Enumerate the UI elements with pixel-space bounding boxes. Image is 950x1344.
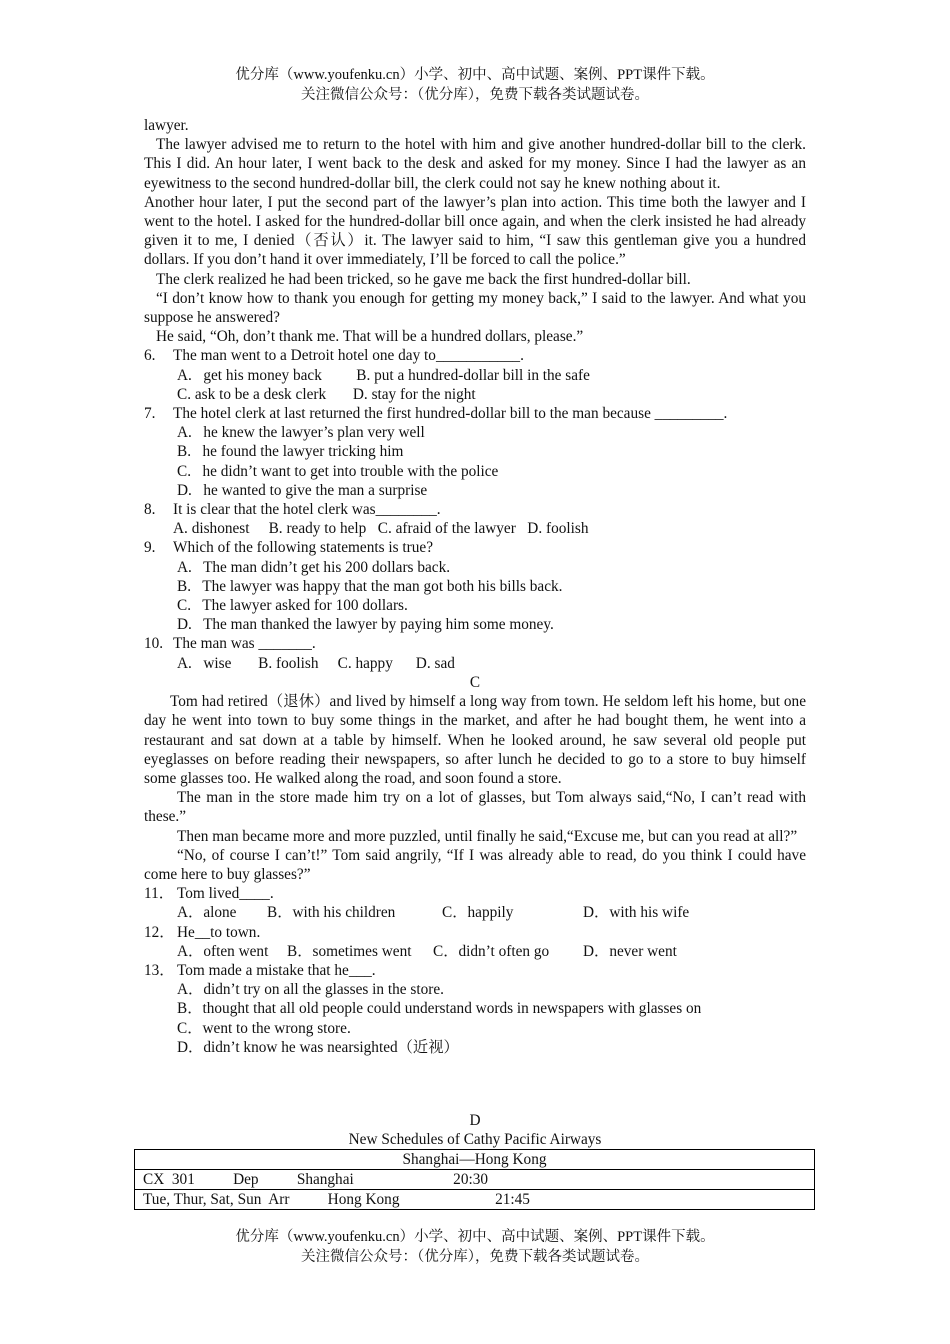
option-row: A. get his money back B. put a hundred-dollar bill in the safe: [177, 366, 590, 384]
page-header: [0, 66, 950, 105]
question-stem: It is clear that the hotel clerk was________.: [173, 501, 441, 519]
route-cell: Shanghai—Hong Kong: [135, 1150, 815, 1170]
option-d: D．didn’t know he was nearsighted（近视）: [177, 1038, 459, 1056]
passage-b-paragraph: The lawyer advised me to return to the hotel with him and give another hundred-dollar bill to the clerk. This I did. An hour later, I went back to the desk and asked for my money. Since I had the lawyer as an eyewitness to the second hundred-dollar bill, the clerk could not say he knew nothing about it.: [144, 136, 806, 192]
footer-line-1: 优分库（www.youfenku.cn）小学、初中、高中试题、案例、PPT课件下载。: [235, 1229, 715, 1245]
question-stem: Which of the following statements is true?: [173, 539, 433, 557]
option-c: C．went to the wrong store.: [177, 1019, 351, 1037]
section-label-c: C: [469, 673, 481, 691]
question-stem: The hotel clerk at last returned the first hundred-dollar bill to the man because _________.: [173, 405, 728, 423]
table-row: [135, 1170, 815, 1190]
schedule-table: [134, 1149, 815, 1210]
table-cell: Tue, Thur, Sat, Sun Arr Hong Kong 21:45: [135, 1190, 815, 1210]
question-6: [144, 346, 806, 365]
option-d: D. he wanted to give the man a surprise: [177, 481, 428, 499]
option-a: A. The man didn’t get his 200 dollars back.: [177, 558, 451, 576]
option-a: A．alone: [177, 904, 237, 922]
passage-b-paragraph: The clerk realized he had been tricked, so he gave me back the first hundred-dollar bill.: [156, 270, 691, 288]
option-d: D．never went: [583, 942, 677, 960]
table-row: [135, 1190, 815, 1210]
option-a: A. he knew the lawyer’s plan very well: [177, 424, 425, 442]
question-10: [144, 634, 806, 653]
option-b: B．sometimes went: [287, 942, 412, 960]
passage-c-paragraph: The man in the store made him try on a lot of glasses, but Tom always said,“No, I can’t read with these.”: [144, 789, 806, 826]
question-stem: Tom lived____.: [177, 885, 274, 903]
option-a: A．often went: [177, 942, 269, 960]
option-b: B. The lawyer was happy that the man got both his bills back.: [177, 577, 563, 595]
question-number: 11．: [144, 885, 175, 903]
option-c: C．happily: [442, 904, 514, 922]
option-row: C. ask to be a desk clerk D. stay for the night: [177, 385, 476, 403]
section-d-heading: [0, 1111, 950, 1149]
option-c: C．didn’t often go: [433, 942, 550, 960]
section-label-d: D: [469, 1112, 481, 1129]
option-row: A. dishonest B. ready to help C. afraid of the lawyer D. foolish: [173, 520, 589, 538]
passage-c-paragraph: “No, of course I can’t!” Tom said angrily, “If I was already able to read, do you think I could have come here to buy glasses?”: [144, 846, 806, 883]
footer-line-2: 关注微信公众号：（优分库），免费下载各类试题试卷。: [301, 1248, 649, 1265]
question-number: 9.: [144, 539, 156, 557]
page-footer: [0, 1228, 950, 1267]
question-8: [144, 500, 806, 519]
question-stem: Tom made a mistake that he___.: [177, 961, 376, 979]
table-row: [135, 1150, 815, 1170]
question-number: 10.: [144, 635, 164, 653]
question-12: [144, 923, 806, 942]
question-number: 12．: [144, 923, 175, 941]
option-row: [144, 903, 806, 922]
option-b: B．with his children: [267, 904, 396, 922]
question-number: 7.: [144, 405, 156, 423]
header-line-1: 优分库（www.youfenku.cn）小学、初中、高中试题、案例、PPT课件下载。: [235, 67, 715, 83]
question-number: 13．: [144, 961, 175, 979]
question-13: [144, 961, 806, 980]
document-body: [144, 116, 806, 1057]
option-b: B．thought that all old people could understand words in newspapers with glasses on: [177, 1000, 702, 1018]
option-a: A．didn’t try on all the glasses in the store.: [177, 981, 444, 999]
option-row: [144, 942, 806, 961]
question-11: [144, 884, 806, 903]
option-c: C. he didn’t want to get into trouble with the police: [177, 462, 499, 480]
passage-c-paragraph: Tom had retired（退休）and lived by himself a long way from town. He seldom left his home, but one day he went into town to buy some things in the market, and after he had bought them, he went into a restaurant and sat down at a table by himself. When he looked around, he saw several old people put eyeglasses on before reading their newspapers, so after lunch he decided to go to a store to buy himself some glasses too. He walked along the road, and soon found a store.: [144, 693, 806, 787]
passage-c-paragraph: Then man became more and more puzzled, until finally he said,“Excuse me, but can you read at all?”: [177, 827, 798, 845]
question-stem: The man went to a Detroit hotel one day to___________.: [173, 347, 524, 365]
question-7: [144, 404, 806, 423]
passage-b-paragraph: “I don’t know how to thank you enough for getting my money back,” I said to the lawyer. And what you suppose he answered?: [144, 289, 806, 327]
passage-b-fragment: lawyer.: [144, 117, 189, 134]
question-stem: The man was _______.: [173, 635, 316, 653]
schedule-title: New Schedules of Cathy Pacific Airways: [348, 1131, 602, 1149]
table-cell: CX 301 Dep Shanghai 20:30: [135, 1170, 815, 1190]
question-9: [144, 538, 806, 557]
option-d: D．with his wife: [583, 904, 690, 922]
passage-b-paragraph: He said, “Oh, don’t thank me. That will be a hundred dollars, please.”: [156, 328, 584, 346]
passage-b-paragraph: Another hour later, I put the second part of the lawyer’s plan into action. This time both the lawyer and I went to the hotel. I asked for the hundred-dollar bill once again, and when the clerk insisted he had already given it to me, I denied（否认）it. The lawyer said to him, “I saw this gentleman give you a hundred dollars. If you don’t hand it over immediately, I’ll be forced to call the police.”: [144, 193, 806, 269]
option-c: C. The lawyer asked for 100 dollars.: [177, 597, 408, 615]
question-number: 8.: [144, 501, 156, 519]
option-row: A. wise B. foolish C. happy D. sad: [177, 654, 455, 672]
option-d: D. The man thanked the lawyer by paying him some money.: [177, 616, 554, 634]
header-line-2: 关注微信公众号：（优分库），免费下载各类试题试卷。: [301, 86, 649, 103]
question-number: 6.: [144, 347, 156, 365]
option-b: B. he found the lawyer tricking him: [177, 443, 404, 461]
question-stem: He__to town.: [177, 923, 261, 941]
